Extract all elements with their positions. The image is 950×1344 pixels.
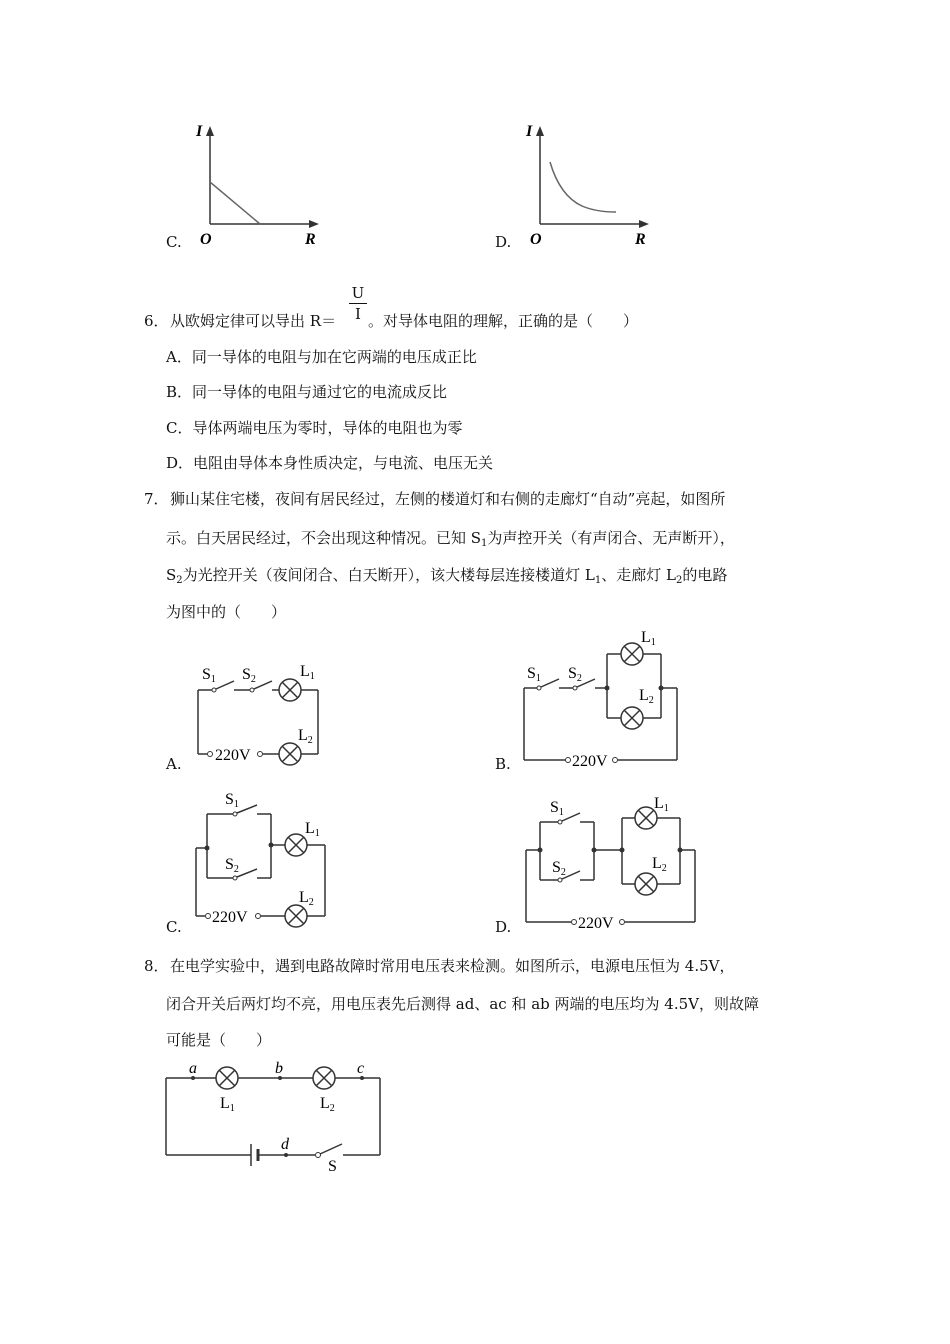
switch-s2-blade bbox=[237, 869, 257, 877]
graph-d bbox=[520, 118, 660, 253]
label-l2: L2 bbox=[652, 855, 667, 874]
switch-s1-terminal bbox=[558, 820, 562, 824]
label-c: c bbox=[357, 1060, 365, 1077]
label-a: a bbox=[189, 1060, 197, 1077]
q6-stem-before: 从欧姆定律可以导出 R＝ bbox=[170, 312, 337, 330]
label-l2: L2 bbox=[298, 727, 313, 746]
y-axis-arrow bbox=[536, 126, 544, 136]
switch-s2-terminal bbox=[233, 876, 237, 880]
supply-terminal bbox=[206, 914, 211, 919]
q7-line3-d: 的电路 bbox=[682, 566, 728, 584]
q7-line3 bbox=[166, 565, 727, 585]
q7-line3-sub3: 2 bbox=[676, 575, 683, 586]
origin-label: O bbox=[200, 231, 212, 248]
label-voltage: 220V bbox=[215, 747, 251, 764]
switch-terminal bbox=[316, 1153, 321, 1158]
label-s1: S1 bbox=[527, 665, 541, 684]
y-axis-label: I bbox=[526, 123, 533, 140]
switch-s2-terminal bbox=[573, 686, 577, 690]
switch-s1-blade bbox=[216, 681, 234, 689]
label-voltage: 220V bbox=[572, 753, 608, 770]
supply-terminal bbox=[566, 758, 571, 763]
circuit-d-option[interactable]: D. bbox=[495, 918, 512, 936]
label-voltage: 220V bbox=[212, 909, 248, 926]
q7-line2 bbox=[166, 528, 735, 548]
x-axis-label: R bbox=[635, 231, 646, 248]
circuit-a-option[interactable]: A. bbox=[166, 755, 182, 773]
supply-terminal bbox=[620, 920, 625, 925]
q7-line3-sub1: 2 bbox=[176, 575, 183, 586]
q6-option-c[interactable]: C．导体两端电压为零时，导体的电阻也为零 bbox=[166, 419, 463, 437]
label-d: d bbox=[281, 1136, 289, 1153]
q7-number: 7． bbox=[144, 490, 169, 508]
label-l1: L1 bbox=[220, 1095, 235, 1114]
graph-c bbox=[190, 118, 330, 253]
q6-stem-after: 。对导体电阻的理解，正确的是（ ） bbox=[368, 312, 639, 330]
label-l1: L1 bbox=[654, 795, 669, 814]
q6-fraction-denominator: I bbox=[355, 305, 361, 323]
switch-s2-blade bbox=[254, 681, 272, 689]
circuit-b-option[interactable]: B. bbox=[495, 755, 511, 773]
circuit-a bbox=[190, 660, 330, 775]
curve-hyperbola bbox=[550, 162, 616, 212]
graph-c-option[interactable]: C. bbox=[166, 233, 182, 251]
q7-line2-b: 为声控开关（有声闭合、无声断开）， bbox=[487, 529, 735, 547]
curve-line bbox=[210, 182, 260, 224]
circuit-c-option[interactable]: C. bbox=[166, 918, 182, 936]
circuit-q8 bbox=[160, 1055, 395, 1175]
label-l2: L2 bbox=[639, 687, 654, 706]
switch-s2-terminal bbox=[250, 688, 254, 692]
q7-line2-a: 示。白天居民经过，不会出现这种情况。已知 S bbox=[166, 529, 482, 547]
label-s1: S1 bbox=[225, 791, 239, 810]
y-axis-arrow bbox=[206, 126, 214, 136]
y-axis-label: I bbox=[196, 123, 203, 140]
label-voltage: 220V bbox=[578, 915, 614, 932]
supply-terminal bbox=[572, 920, 577, 925]
q7-line1: 狮山某住宅楼，夜间有居民经过，左侧的楼道灯和右侧的走廊灯“自动”亮起，如图所 bbox=[170, 490, 726, 508]
q8-line2: 闭合开关后两灯均不亮，用电压表先后测得 ad、ac 和 ab 两端的电压均为 4.5V，则故障 bbox=[166, 995, 759, 1013]
q7-line2-sub: 1 bbox=[481, 538, 488, 549]
label-l1: L1 bbox=[305, 820, 320, 839]
supply-terminal bbox=[613, 758, 618, 763]
q6-number: 6． bbox=[144, 312, 169, 330]
label-s1: S1 bbox=[550, 799, 564, 818]
label-s1: S1 bbox=[202, 666, 216, 685]
circuit-d bbox=[518, 790, 703, 940]
switch-s1-blade bbox=[237, 805, 257, 813]
label-s2: S2 bbox=[242, 666, 256, 685]
label-b: b bbox=[275, 1060, 283, 1077]
label-s2: S2 bbox=[568, 665, 582, 684]
switch-s1-terminal bbox=[537, 686, 541, 690]
label-l1: L1 bbox=[641, 629, 656, 648]
origin-label: O bbox=[530, 231, 542, 248]
q7-line3-c: 、走廊灯 L bbox=[601, 566, 676, 584]
switch-s1-blade bbox=[562, 813, 580, 821]
q8-line3: 可能是（ ） bbox=[166, 1031, 272, 1049]
x-axis-arrow bbox=[309, 220, 319, 228]
label-switch: S bbox=[328, 1158, 337, 1175]
q6-option-b[interactable]: B．同一导体的电阻与通过它的电流成反比 bbox=[166, 383, 448, 401]
x-axis-arrow bbox=[639, 220, 649, 228]
q6-option-a[interactable]: A．同一导体的电阻与加在它两端的电压成正比 bbox=[166, 348, 477, 366]
switch-s1-blade bbox=[541, 679, 559, 687]
q7-line4: 为图中的（ ） bbox=[166, 603, 287, 621]
q6-option-d[interactable]: D．电阻由导体本身性质决定，与电流、电压无关 bbox=[166, 454, 494, 472]
label-l2: L2 bbox=[299, 889, 314, 908]
label-l1: L1 bbox=[300, 663, 315, 682]
q7-line3-b: 为光控开关（夜间闭合、白天断开），该大楼每层连接楼道灯 L bbox=[182, 566, 595, 584]
label-l2: L2 bbox=[320, 1095, 335, 1114]
circuit-b bbox=[515, 628, 690, 778]
q8-number: 8． bbox=[144, 957, 169, 975]
supply-terminal bbox=[258, 752, 263, 757]
supply-terminal bbox=[208, 752, 213, 757]
graph-d-option[interactable]: D. bbox=[495, 233, 512, 251]
label-s2: S2 bbox=[552, 859, 566, 878]
x-axis-label: R bbox=[305, 231, 316, 248]
switch-s2-terminal bbox=[558, 878, 562, 882]
q8-line1: 在电学实验中，遇到电路故障时常用电压表来检测。如图所示，电源电压恒为 4.5V， bbox=[170, 957, 735, 975]
label-s2: S2 bbox=[225, 856, 239, 875]
q7-line3-sub2: 1 bbox=[594, 575, 602, 586]
circuit-c bbox=[185, 788, 335, 936]
q6-fraction bbox=[349, 283, 367, 324]
q6-fraction-numerator: U bbox=[351, 284, 365, 302]
q7-line3-a: S bbox=[166, 566, 177, 584]
switch-s1-terminal bbox=[212, 688, 216, 692]
point-d bbox=[284, 1153, 288, 1157]
switch-blade bbox=[320, 1144, 342, 1154]
supply-terminal bbox=[256, 914, 261, 919]
switch-s1-terminal bbox=[233, 812, 237, 816]
